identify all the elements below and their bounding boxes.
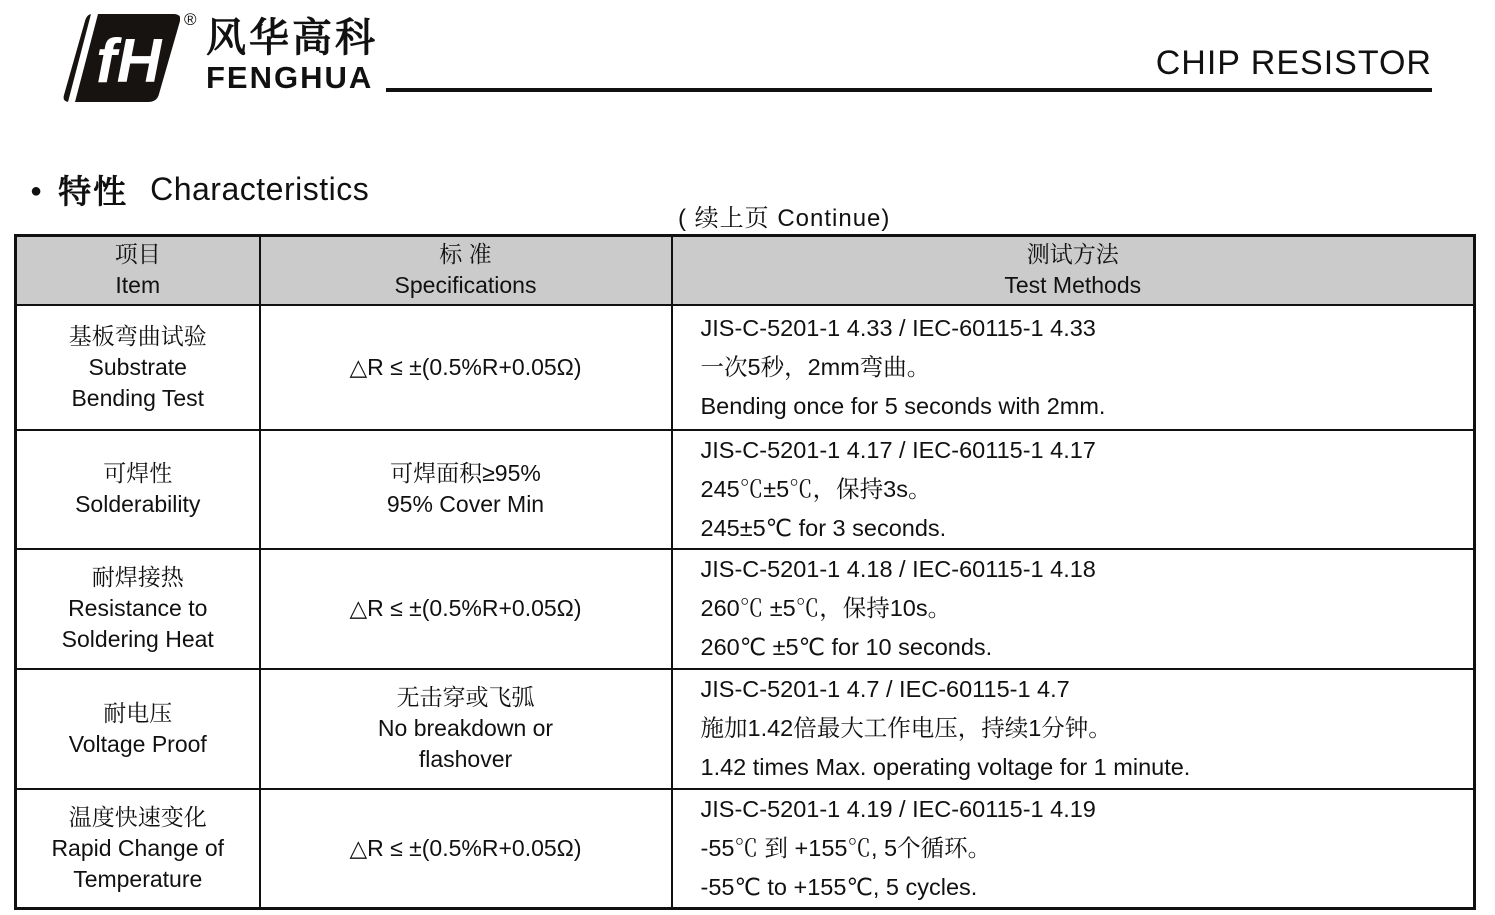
item-line: Substrate	[88, 353, 187, 380]
item-line: Soldering Heat	[61, 626, 214, 652]
method-line: 260℃ ±5℃，保持10s。	[700, 595, 952, 621]
item-line: Rapid Change of	[51, 834, 225, 861]
spec-line: 无击穿或飞弧	[396, 684, 535, 710]
column-header-spec-en: Specifications	[394, 272, 537, 299]
table-row-substrate-bending-test	[16, 305, 1475, 430]
methods-cell	[672, 789, 1475, 909]
item-line: 温度快速变化	[68, 803, 207, 830]
characteristics-table	[14, 234, 1476, 910]
brand-name-zh: 风华高科	[206, 16, 378, 60]
item-line: 基板弯曲试验	[68, 322, 207, 349]
column-header-item-zh: 项目	[114, 241, 161, 268]
method-line: -55℃ 到 +155℃, 5个循环。	[700, 834, 992, 861]
item-line: 可焊性	[103, 460, 173, 486]
item-line: Temperature	[73, 865, 203, 892]
item-cell	[16, 305, 260, 430]
item-line: Solderability	[75, 491, 201, 517]
spec-cell	[260, 305, 672, 430]
methods-cell	[672, 549, 1475, 669]
fh-monogram-icon	[62, 12, 180, 102]
spec-line: 95% Cover Min	[386, 491, 545, 517]
column-header-item-en: Item	[115, 272, 161, 299]
spec-line: △R ≤ ±(0.5%R+0.05Ω)	[349, 595, 582, 621]
document-title: CHIP RESISTOR	[1155, 44, 1432, 82]
section-heading	[30, 166, 369, 213]
svg-text:fH: fH	[96, 27, 162, 96]
spec-cell	[260, 430, 672, 549]
methods-cell	[672, 430, 1475, 549]
table-row-rapid-change-of-temperature	[16, 789, 1475, 909]
spec-cell	[260, 789, 672, 909]
method-line: 245±5℃ for 3 seconds.	[700, 514, 947, 541]
method-line: 1.42 times Max. operating voltage for 1 minute.	[700, 754, 1191, 780]
method-line: JIS-C-5201-1 4.17 / IEC-60115-1 4.17	[700, 436, 1096, 463]
method-line: JIS-C-5201-1 4.33 / IEC-60115-1 4.33	[700, 314, 1096, 341]
section-title-en: Characteristics	[150, 171, 370, 207]
fenghua-logo-icon	[62, 12, 180, 102]
item-cell	[16, 549, 260, 669]
method-line: JIS-C-5201-1 4.18 / IEC-60115-1 4.18	[700, 556, 1096, 582]
column-header-method-zh: 测试方法	[1026, 241, 1119, 268]
registered-trademark-icon: ®	[184, 10, 197, 29]
method-line: 施加1.42倍最大工作电压，持续1分钟。	[700, 715, 1112, 741]
table-row-solderability	[16, 430, 1475, 549]
item-line: 耐焊接热	[91, 564, 184, 590]
method-line: -55℃ to +155℃, 5 cycles.	[700, 873, 978, 900]
item-line: Bending Test	[71, 384, 205, 411]
item-cell	[16, 789, 260, 909]
column-header-method-en: Test Methods	[1004, 272, 1142, 299]
spec-cell	[260, 549, 672, 669]
table-row-voltage-proof	[16, 669, 1475, 789]
item-line: Voltage Proof	[68, 730, 207, 757]
method-line: Bending once for 5 seconds with 2mm.	[700, 392, 1106, 419]
methods-cell	[672, 669, 1475, 789]
spec-line: No breakdown or	[377, 715, 554, 741]
methods-cell	[672, 305, 1475, 430]
method-line: JIS-C-5201-1 4.19 / IEC-60115-1 4.19	[700, 795, 1096, 822]
brand-block	[206, 18, 378, 93]
table-header-row	[16, 236, 1475, 305]
bullet-icon: ●	[30, 180, 43, 202]
brand-name-en: FENGHUA	[206, 60, 374, 95]
item-cell	[16, 430, 260, 549]
method-line: 245℃±5℃，保持3s。	[700, 475, 932, 502]
spec-cell	[260, 669, 672, 789]
method-line: JIS-C-5201-1 4.7 / IEC-60115-1 4.7	[700, 676, 1070, 702]
item-cell	[16, 669, 260, 789]
column-header-test-methods	[672, 236, 1475, 305]
spec-line: flashover	[418, 746, 513, 772]
item-line: Resistance to	[68, 595, 208, 621]
column-header-item	[16, 236, 260, 305]
header-divider	[386, 88, 1432, 92]
column-header-specifications	[260, 236, 672, 305]
continue-note: ( 续上页 Continue)	[678, 205, 891, 232]
method-line: 一次5秒，2mm弯曲。	[700, 353, 931, 380]
column-header-spec-zh: 标 准	[439, 241, 492, 268]
spec-line: △R ≤ ±(0.5%R+0.05Ω)	[349, 353, 582, 380]
method-line: 260℃ ±5℃ for 10 seconds.	[700, 634, 993, 660]
table-row-resistance-to-soldering-heat	[16, 549, 1475, 669]
spec-line: △R ≤ ±(0.5%R+0.05Ω)	[349, 834, 582, 861]
item-line: 耐电压	[103, 699, 173, 726]
section-title-zh: 特性	[58, 173, 129, 210]
spec-line: 可焊面积≥95%	[390, 460, 541, 486]
